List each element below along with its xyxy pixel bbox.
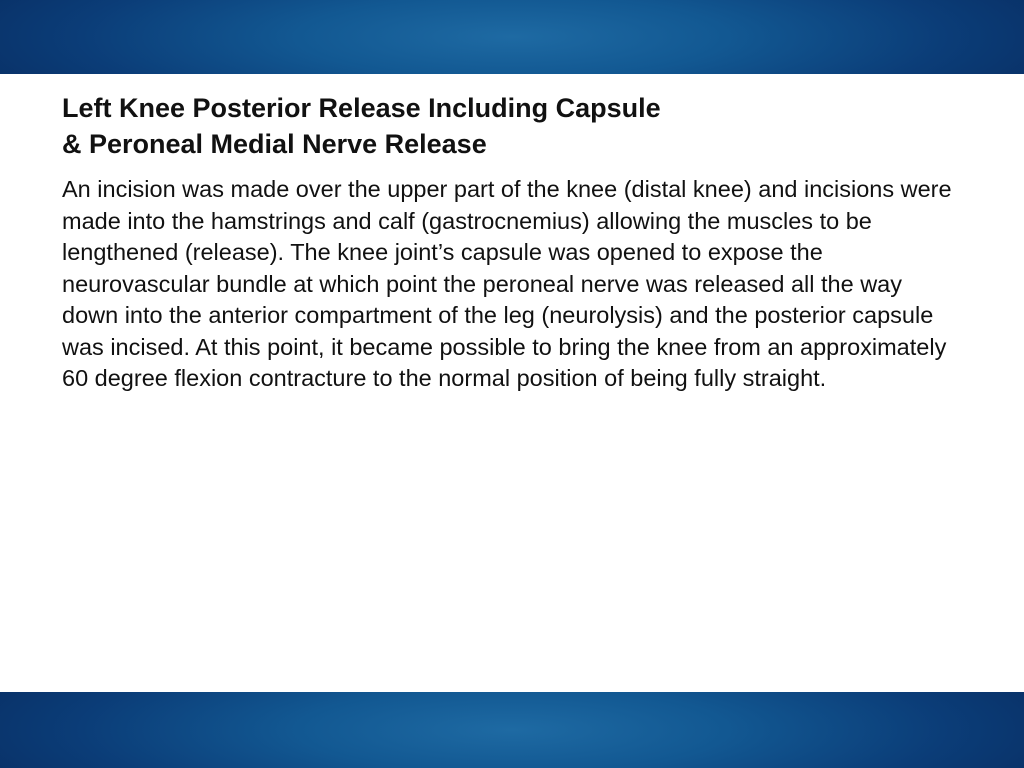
title-line-1: Left Knee Posterior Release Including Capsule	[62, 93, 661, 123]
slide-content	[62, 90, 962, 395]
slide-title	[62, 90, 962, 162]
slide-body-paragraph: An incision was made over the upper part of the knee (distal knee) and incisions were made into the hamstrings and calf (gastrocnemius) allowing the muscles to be lengthened (release). The knee joint’s capsule was opened to expose the neurovascular bundle at which point the peroneal nerve was released all the way down into the anterior compartment of the leg (neurolysis) and the posterior capsule was incised. At this point, it became possible to bring the knee from an approximately 60 degree flexion contracture to the normal position of being fully straight.	[62, 176, 952, 391]
title-line-2: & Peroneal Medial Nerve Release	[62, 129, 487, 159]
top-banner	[0, 0, 1024, 74]
bottom-banner	[0, 692, 1024, 768]
